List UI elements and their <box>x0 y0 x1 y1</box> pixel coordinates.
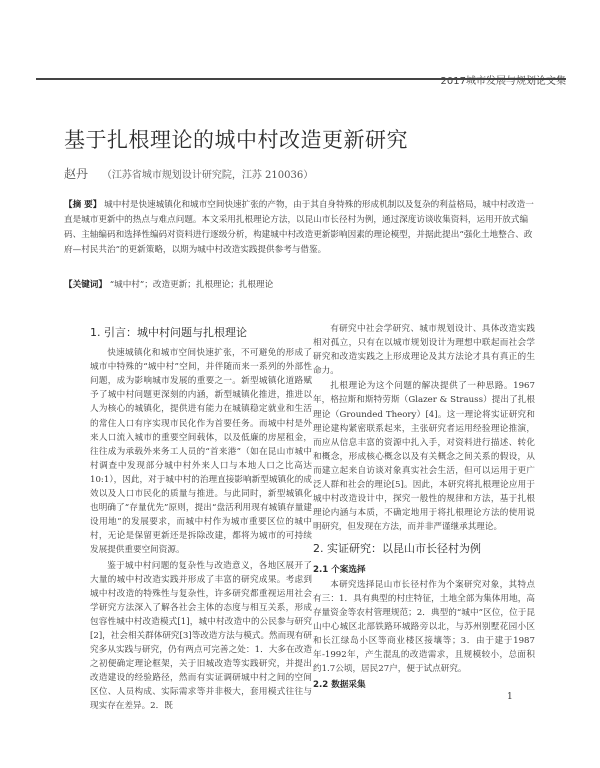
left-column <box>90 322 312 715</box>
keywords-text: “城中村”；改造更新；扎根理论；扎根理论 <box>109 280 274 290</box>
journal-header: 2017城市发展与规划论文集 <box>440 76 566 87</box>
paragraph: 鉴于城中村问题的复杂性与改造意义，各地区展开了大量的城中村改造实践并形成了丰富的研究成果。考虑到城中村改造的特殊性与复杂性，许多研究都重视运用社会学研究方法深入了解各社会主体的态度与相互关系，形成包容性城中村改造模式[1]，城中村改造中的公民参与研究[2]，社会相关群体研究[3]等改造方法与模式。然而现有研究多从实践与研究，仍有两点可完善之处：1．大多在改造之初便确定理论框架，关于旧城改造等实践研究，并提出改造建设的经验路径，然而有实证调研城中村之间的空间区位、人员构成、实际需求等并非极大，套用模式往往与现实存在差异。2．既 <box>90 560 313 712</box>
author-name: 赵丹 <box>64 167 89 181</box>
paragraph: 有研究中社会学研究、城市规划设计、具体改造实践相对孤立，只有在以城市规划设计为理想中联起而社会学研究和改造实践之上形成理论及其方法论才具有真正的生命力。 <box>313 324 535 377</box>
right-column <box>313 322 535 693</box>
author-affiliation: （江苏省城市规划设计研究院，江苏 210036） <box>101 170 314 181</box>
keywords-label: 【关键词】 <box>64 280 107 290</box>
paper-title: 基于扎根理论的城中村改造更新研究 <box>64 128 408 152</box>
paragraph: 本研究选择昆山市长径村作为个案研究对象，其特点有三：1．具有典型的村庄特征，土地全部为集体用地，高存量资金等农村管理规范；2．典型的“城中”区位，位于昆山中心城区北部铁路环城路旁以北，与苏州别墅花园小区和长江绿岛小区等商业楼区接壤等；3．由于建于1987年-1992年，产生混乱的改造需求，且规模较小，总面积约1.7公顷，居民27户，便于试点研究。 <box>313 579 535 675</box>
page-number: 1 <box>507 692 513 702</box>
abstract-text: 城中村是快速城镇化和城市空间快速扩张的产物，由于其自身特殊的形成机制以及复杂的利益格局，城中村改造一直是城市更新中的热点与难点问题。本文采用扎根理论方法，以昆山市长径村为例，通过深度访谈收集资料，运用开放式编码、主轴编码和选择性编码对资料进行逐级分析，构建城中村改造更新影响因素的理论模型，并据此提出“强化土地整合、政府—村民共治”的更新策略，以期为城中村改造实践提供参考与借鉴。 <box>64 200 534 255</box>
paragraph: 扎根理论为这个问题的解决提供了一种思路。1967年，格拉斯和斯特劳斯（Glazer & Strauss）提出了扎根理论（Grounded Theory）[4]。这一理论将实证研究和理论建构紧密联系起来，主张研究者运用经验理论推演，而应从信息丰富的资源中扎入手，对资料进行描述、转化和概念，形成核心概念以及有关概念之间关系的假设，从而建立起来自访谈对象真实社会生活，但可以运用于更广泛人群和社会的理论[5]。因此，本研究将扎根理论应用于城中村改造设计中，探究一般性的规律和方法，基于扎根理论内涵与本质，不确定地用于将扎根理论方法的使用说明研究，但发现在方法，而并非严谨继承其理论。 <box>313 381 535 533</box>
abstract <box>64 198 539 258</box>
paragraph: 快速城镇化和城市空间快速扩张，不可避免的形成了城市中特殊的“城中村”空间，并伴随而来一系列的外部性问题，成为影响城市发展的重要之一。新型城镇化道路赋予了城中村问题更深刻的内涵，新型城镇化推进，推进以人为核心的城镇化，提供进有能力在城镇稳定就业和生活的常住人口有序实现市民化作为首要任务。而城中村是外来人口流入城市的重要空间载体，以及低廉的房屋租金，往往成为承载外来务工人员的“首来港”（如在昆山市城中村调查中发现部分城中村外来人口与本地人口之比高达10:1），因此，对于城中村的治理直接影响新型城镇化的成效以及人口市民化的质量与推进。与此同时，新型城镇化也明确了“存量优先”原则，提出“盘活利用现有城镇存量建设用地”的发展要求，而城中村作为城市重要区位的城中村，无论是保留更新还是拆除改建，都将为城市的可持续发展提供重要空间资源。 <box>90 348 312 556</box>
subsection-heading-case-selection: 2.1 个案选择 <box>313 564 366 575</box>
section-heading-case: 2. 实证研究：以昆山市长径村为例 <box>313 542 481 556</box>
author-line <box>64 165 313 182</box>
keywords <box>64 278 539 290</box>
abstract-label: 【摘 要】 <box>64 200 102 210</box>
subsection-heading-data-collection: 2.2 数据采集 <box>313 680 366 691</box>
section-heading-intro: 1. 引言：城中村问题与扎根理论 <box>90 326 247 339</box>
